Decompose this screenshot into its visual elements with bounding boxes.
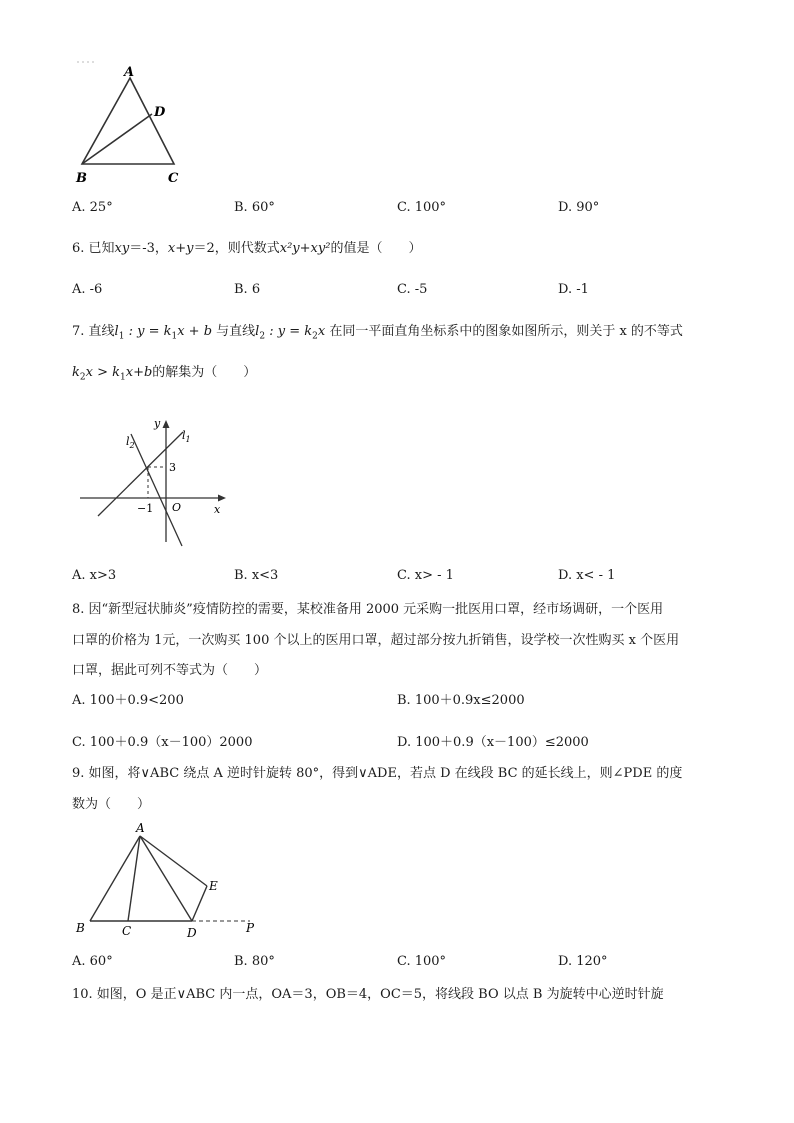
q9-option-a: A. 60° [72, 954, 113, 969]
q9-rotation-figure [70, 818, 270, 942]
q9-vertex-b-label: B [76, 921, 85, 935]
q6-option-c: C. -5 [397, 282, 428, 297]
q5-option-c: C. 100° [397, 200, 447, 215]
q6-option-b: B. 6 [234, 282, 261, 297]
q9-option-d: D. 120° [558, 954, 608, 969]
graph-y-label: y [154, 417, 161, 430]
q7-coordinate-graph [78, 412, 238, 547]
q9-stem-line2: 数为（ ） [72, 797, 151, 812]
q6-option-d: D. -1 [558, 282, 589, 297]
q9-option-b: B. 80° [234, 954, 275, 969]
graph-l2-label: $l_2$ [126, 435, 135, 450]
q8-stem-line3: 口罩，据此可列不等式为（ ） [72, 663, 268, 678]
q5-option-a: A. 25° [72, 200, 113, 215]
q8-option-c: C. 100＋0.9（x－100）2000 [72, 735, 253, 750]
q7-stem-line2: $k_2x > k_1x+b$的解集为（ ） [72, 365, 257, 383]
q7-stem-line1: 7. 直线$l_1$ : $y = k_1x + b$ 与直线$l_2$ : $y = k_2x$ 在同一平面直角坐标系中的图象如图所示，则关于 x 的不等式 [72, 324, 683, 342]
vertex-d-label: D [154, 105, 166, 120]
q6-stem: 6. 已知xy＝-3，x+y＝2，则代数式x²y+xy²的值是（ ） [72, 241, 422, 256]
q9-stem-line1: 9. 如图，将∨ABC 绕点 A 逆时针旋转 80°，得到∨ADE，若点 D 在线段 BC 的延长线上，则∠PDE 的度 [72, 766, 683, 781]
q9-vertex-e-label: E [209, 879, 218, 893]
q9-option-c: C. 100° [397, 954, 447, 969]
q7-option-c: C. x> - 1 [397, 568, 454, 583]
q6-option-a: A. -6 [72, 282, 103, 297]
graph-neg1-label: −1 [137, 502, 154, 515]
graph-origin-label: O [172, 501, 182, 514]
q9-point-p-label: P [246, 921, 255, 935]
vertex-a-label: A [124, 65, 135, 80]
q7-option-d: D. x< - 1 [558, 568, 616, 583]
q8-stem-line2: 口罩的价格为 1元，一次购买 100 个以上的医用口罩，超过部分按九折销售，设学校一次性购买 x 个医用 [72, 633, 680, 648]
vertex-b-label: B [76, 171, 87, 186]
q7-option-a: A. x>3 [72, 568, 117, 583]
q9-vertex-c-label: C [122, 924, 132, 938]
q9-vertex-d-label: D [187, 926, 197, 940]
vertex-c-label: C [168, 171, 179, 186]
q7-option-b: B. x<3 [234, 568, 279, 583]
q8-stem-line1: 8. 因“新型冠状肺炎”疫情防控的需要，某校准备用 2000 元采购一批医用口罩，经市场调研，一个医用 [72, 602, 664, 617]
q8-option-b: B. 100＋0.9x≤2000 [397, 693, 525, 708]
q8-option-d: D. 100＋0.9（x－100）≤2000 [397, 735, 589, 750]
triangle-figure-q5 [70, 58, 190, 190]
q5-option-d: D. 90° [558, 200, 600, 215]
q9-vertex-a-label: A [136, 821, 145, 835]
q5-option-b: B. 60° [234, 200, 275, 215]
q8-option-a: A. 100＋0.9<200 [72, 693, 184, 708]
q10-stem-line1: 10. 如图，O 是正∨ABC 内一点，OA＝3，OB＝4，OC＝5，将线段 BO 以点 B 为旋转中心逆时针旋 [72, 987, 664, 1002]
graph-three-label: 3 [169, 461, 176, 474]
graph-x-label: x [214, 503, 221, 516]
graph-l1-label: $l_1$ [182, 429, 191, 444]
